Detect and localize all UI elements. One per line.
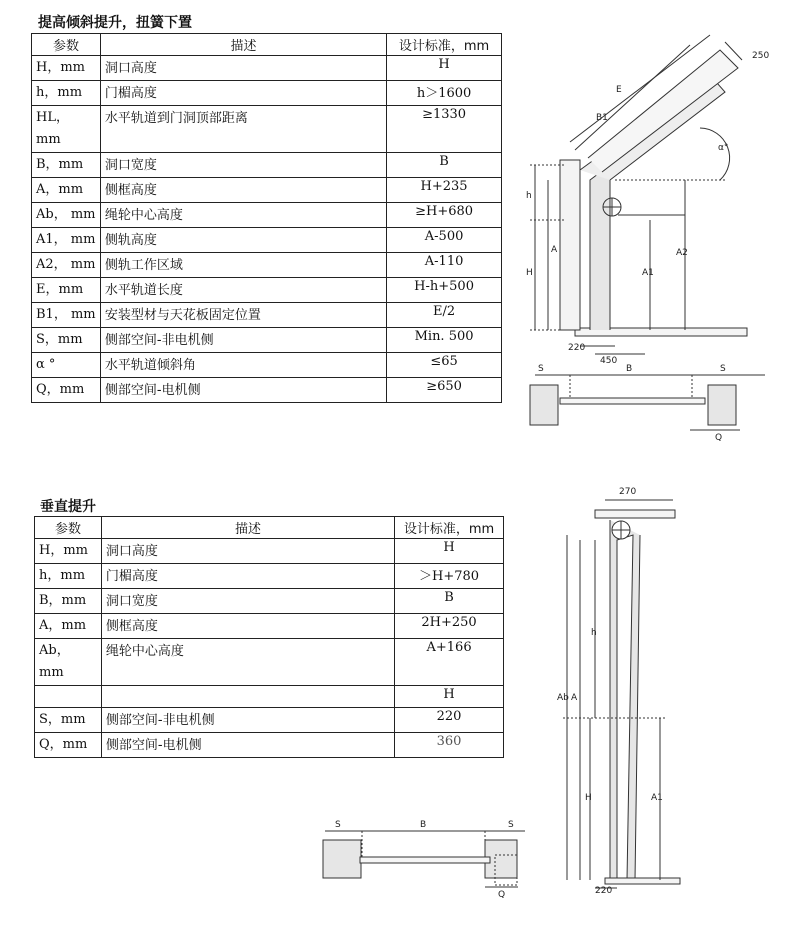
dim-H-label: H	[526, 268, 533, 278]
table-cell-param: HL， mm	[32, 106, 101, 153]
vertical-plan-diagram	[320, 815, 530, 900]
spec-table-inclined	[31, 33, 502, 403]
table-cell-desc: 洞口高度	[101, 539, 394, 564]
table-cell-param: h，mm	[35, 564, 102, 589]
table-row	[32, 378, 502, 403]
table-cell-value: ≤65	[387, 353, 502, 378]
table-row	[32, 328, 502, 353]
table-cell-param: Q，mm	[35, 733, 102, 758]
table-cell-param: Ab， mm	[32, 203, 101, 228]
plan-S-right-label: S	[508, 820, 514, 830]
table-cell-value: H	[395, 686, 504, 708]
table-cell-value: 2H+250	[395, 614, 504, 639]
table-row	[32, 178, 502, 203]
table-cell-desc: 侧框高度	[100, 178, 386, 203]
plan-B-label: B	[420, 820, 427, 830]
table-cell-param: Ab， mm	[35, 639, 102, 686]
table-row	[35, 639, 504, 686]
table-row	[32, 203, 502, 228]
dim-250-label: 250	[752, 51, 770, 61]
table-cell-param: A1， mm	[32, 228, 101, 253]
vertical-lift-diagram	[555, 480, 685, 895]
section1-title: 提高倾斜提升，扭簧下置	[38, 15, 192, 31]
table-cell-desc: 侧轨高度	[100, 228, 386, 253]
table-cell-param: Q，mm	[32, 378, 101, 403]
table-cell-value: ≥1330	[387, 106, 502, 153]
table-cell-value: 220	[395, 708, 504, 733]
dim-A1-label: A1	[651, 793, 663, 803]
table-cell-desc: 侧框高度	[101, 614, 394, 639]
header-desc: 描述	[101, 517, 394, 539]
table-row	[35, 589, 504, 614]
table-cell-param: B，mm	[35, 589, 102, 614]
table-cell-desc: 侧轨工作区域	[100, 253, 386, 278]
spec-table-vertical	[34, 516, 504, 758]
section2-title: 垂直提升	[40, 499, 96, 515]
table-cell-desc: 侧部空间-电机侧	[100, 378, 386, 403]
table-cell-value: H	[387, 56, 502, 81]
table-cell-param: B1， mm	[32, 303, 101, 328]
header-param: 参数	[35, 517, 102, 539]
table-cell-param: h，mm	[32, 81, 101, 106]
dim-h-label: h	[526, 191, 532, 201]
header-standard: 设计标准，mm	[387, 34, 502, 56]
table-cell-desc: 水平轨道长度	[100, 278, 386, 303]
table-cell-param: A，mm	[35, 614, 102, 639]
table-row	[35, 564, 504, 589]
header-standard: 设计标准，mm	[395, 517, 504, 539]
dim-220-label: 220	[568, 343, 586, 353]
dim-Ab-label: Ab	[557, 693, 569, 703]
table-header-row	[35, 517, 504, 539]
table-cell-desc: 绳轮中心高度	[100, 203, 386, 228]
table-row	[35, 539, 504, 564]
table-row	[32, 278, 502, 303]
table-cell-desc: 侧部空间-非电机侧	[100, 328, 386, 353]
table-cell-value: B	[387, 153, 502, 178]
plan-S-left-label: S	[538, 364, 544, 374]
dim-450-label: 450	[600, 356, 618, 366]
dim-A-label: A	[551, 245, 558, 255]
table-cell-desc: 洞口宽度	[101, 589, 394, 614]
dim-H-label: H	[585, 793, 592, 803]
table-cell-param: H，mm	[35, 539, 102, 564]
table-cell-value: A+166	[395, 639, 504, 686]
table-cell-desc: 安装型材与天花板固定位置	[100, 303, 386, 328]
inclined-lift-diagram	[520, 30, 790, 450]
table-cell-param	[35, 686, 102, 708]
table-row	[35, 708, 504, 733]
plan-Q-label: Q	[715, 433, 723, 443]
plan-S-left-label: S	[335, 820, 341, 830]
dim-A-label: A	[571, 693, 578, 703]
table-cell-desc: 水平轨道倾斜角	[100, 353, 386, 378]
dim-E-label: E	[616, 85, 622, 95]
table-cell-value: ≥650	[387, 378, 502, 403]
table-cell-desc: 水平轨道到门洞顶部距离	[100, 106, 386, 153]
dim-220-label: 220	[595, 886, 613, 895]
table-row	[32, 353, 502, 378]
table-cell-value: A-500	[387, 228, 502, 253]
table-cell-value: A-110	[387, 253, 502, 278]
table-cell-value: ＞H+780	[395, 564, 504, 589]
table-cell-value: B	[395, 589, 504, 614]
table-row	[32, 81, 502, 106]
table-cell-param: E，mm	[32, 278, 101, 303]
table-cell-value: H	[395, 539, 504, 564]
table-cell-value: ≥H+680	[387, 203, 502, 228]
table-row	[35, 614, 504, 639]
table-cell-desc: 洞口宽度	[100, 153, 386, 178]
plan-S-right-label: S	[720, 364, 726, 374]
alpha-label: α°	[718, 143, 729, 153]
dim-h-label: h	[591, 628, 597, 638]
table-row	[32, 153, 502, 178]
table-cell-param: A，mm	[32, 178, 101, 203]
header-desc: 描述	[100, 34, 386, 56]
table-cell-desc: 门楣高度	[100, 81, 386, 106]
table-cell-desc	[101, 686, 394, 708]
table-row	[32, 56, 502, 81]
table-cell-value: 360	[395, 733, 504, 758]
dim-A2-label: A2	[676, 248, 688, 258]
plan-Q-label: Q	[498, 890, 506, 900]
table-cell-param: H，mm	[32, 56, 101, 81]
table-row	[35, 686, 504, 708]
table-header-row	[32, 34, 502, 56]
dim-A1-label: A1	[642, 268, 654, 278]
table-cell-value: H+235	[387, 178, 502, 203]
table-cell-value: h＞1600	[387, 81, 502, 106]
table-cell-param: A2， mm	[32, 253, 101, 278]
table-cell-value: Min. 500	[387, 328, 502, 353]
table-cell-value: H-h+500	[387, 278, 502, 303]
table-cell-param: α °	[32, 353, 101, 378]
table-row	[35, 733, 504, 758]
header-param: 参数	[32, 34, 101, 56]
table-row	[32, 253, 502, 278]
table-cell-param: B，mm	[32, 153, 101, 178]
table-cell-param: S，mm	[35, 708, 102, 733]
table-row	[32, 106, 502, 153]
table-cell-desc: 门楣高度	[101, 564, 394, 589]
dim-B1-label: B1	[596, 113, 608, 123]
table-cell-desc: 绳轮中心高度	[101, 639, 394, 686]
table-cell-desc: 侧部空间-非电机侧	[101, 708, 394, 733]
table-cell-param: S，mm	[32, 328, 101, 353]
dim-270-label: 270	[619, 487, 637, 497]
table-cell-desc: 洞口高度	[100, 56, 386, 81]
plan-B-label: B	[626, 364, 633, 374]
table-cell-desc: 侧部空间-电机侧	[101, 733, 394, 758]
table-row	[32, 303, 502, 328]
table-row	[32, 228, 502, 253]
table-cell-value: E/2	[387, 303, 502, 328]
